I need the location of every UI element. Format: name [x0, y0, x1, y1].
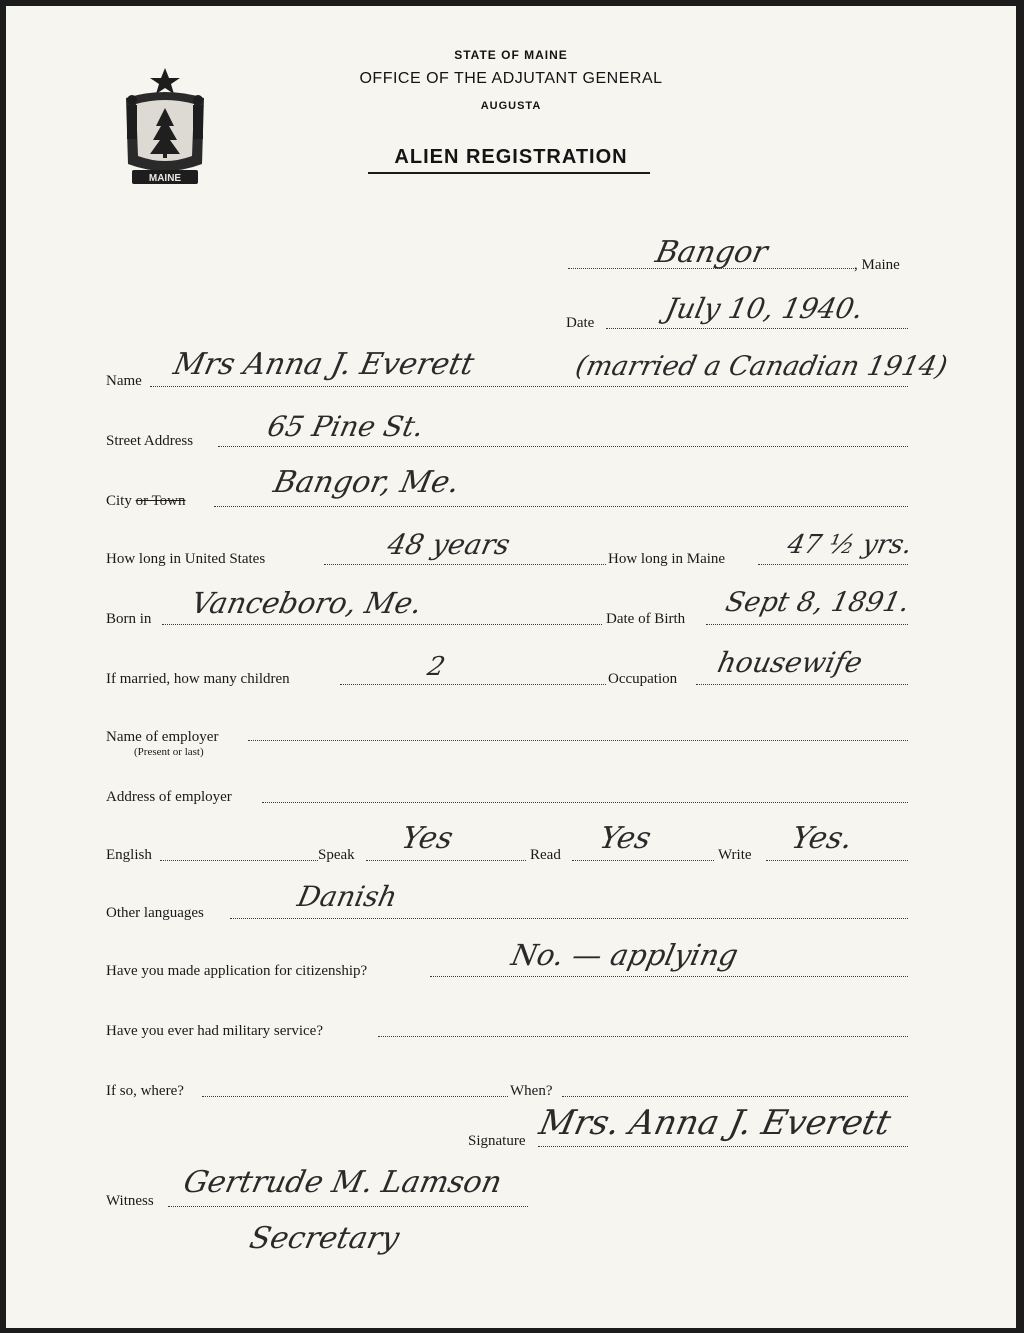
- occupation-label: Occupation: [608, 671, 678, 687]
- date-dotted-line: [606, 328, 908, 329]
- maine-residence-label: How long in Maine: [608, 551, 726, 567]
- write-label: Write: [718, 847, 752, 863]
- military-dotted-line: [378, 1036, 908, 1037]
- citizenship-label: Have you made application for citizenship?: [106, 963, 368, 979]
- read-label: Read: [530, 847, 561, 863]
- write-dotted-line: [766, 860, 908, 861]
- dob-value: Sept 8, 1891.: [722, 587, 913, 618]
- speak-label: Speak: [318, 847, 355, 863]
- city-dotted-line: [214, 506, 908, 507]
- dob-dotted-line: [706, 624, 908, 625]
- maine-state-seal: [112, 64, 218, 190]
- english-label: English: [106, 847, 152, 863]
- where-dotted-line: [202, 1096, 508, 1097]
- citizenship-value: No. — applying: [508, 938, 742, 972]
- employer-name-sublabel: (Present or last): [134, 746, 204, 758]
- citizenship-dotted-line: [430, 976, 908, 977]
- date-value: July 10, 1940.: [662, 292, 867, 325]
- city-value: Bangor, Me.: [270, 465, 463, 500]
- speak-value: Yes: [398, 821, 457, 856]
- signature-value: Mrs. Anna J. Everett: [535, 1103, 895, 1143]
- header-city: AUGUSTA: [480, 100, 542, 112]
- witness-dotted-line: [168, 1206, 528, 1207]
- city-label-struck: or Town: [135, 493, 186, 509]
- employer-name-dotted-line: [248, 740, 908, 741]
- name-value: Mrs Anna J. Everett: [170, 347, 478, 382]
- us-residence-dotted-line: [324, 564, 606, 565]
- registration-form: [6, 6, 1016, 1328]
- employer-address-label: Address of employer: [106, 789, 232, 805]
- date-label: Date: [566, 315, 595, 331]
- header-state: STATE OF MAINE: [454, 48, 568, 62]
- languages-value: Danish: [294, 880, 401, 913]
- children-label: If married, how many children: [106, 671, 290, 687]
- place-value: Bangor: [652, 235, 771, 270]
- born-in-value: Vanceboro, Me.: [188, 586, 426, 620]
- employer-name-label: Name of employer: [106, 729, 219, 745]
- seal-banner-text: MAINE: [148, 173, 182, 184]
- languages-dotted-line: [230, 918, 908, 919]
- street-dotted-line: [218, 446, 908, 447]
- us-residence-label: How long in United States: [106, 551, 266, 567]
- born-in-label: Born in: [106, 611, 152, 627]
- where-label: If so, where?: [106, 1083, 184, 1099]
- name-label: Name: [106, 373, 142, 389]
- place-suffix: , Maine: [854, 257, 900, 273]
- speak-dotted-line: [366, 860, 526, 861]
- form-title: ALIEN REGISTRATION: [394, 146, 628, 168]
- signature-dotted-line: [538, 1146, 908, 1147]
- city-label-text: City: [106, 493, 132, 509]
- witness-value: Gertrude M. Lamson: [180, 1165, 505, 1200]
- military-label: Have you ever had military service?: [106, 1023, 323, 1039]
- born-in-dotted-line: [162, 624, 602, 625]
- employer-address-dotted-line: [262, 802, 908, 803]
- occupation-value: housewife: [714, 646, 866, 679]
- read-value: Yes: [596, 821, 655, 856]
- dob-label: Date of Birth: [606, 611, 686, 627]
- when-label: When?: [510, 1083, 553, 1099]
- street-label: Street Address: [106, 433, 194, 449]
- when-dotted-line: [562, 1096, 908, 1097]
- name-dotted-line: [150, 386, 908, 387]
- maine-residence-value: 47 ½ yrs.: [784, 530, 915, 560]
- witness-title: Secretary: [246, 1221, 403, 1256]
- languages-label: Other languages: [106, 905, 204, 921]
- read-dotted-line: [572, 860, 714, 861]
- city-label: [106, 492, 186, 510]
- name-note: (married a Canadian 1914): [572, 351, 951, 382]
- children-dotted-line: [340, 684, 606, 685]
- header-office: OFFICE OF THE ADJUTANT GENERAL: [359, 70, 663, 87]
- street-value: 65 Pine St.: [264, 410, 427, 443]
- form-title-underline: [368, 172, 650, 174]
- english-dotted-line: [160, 860, 318, 861]
- us-residence-value: 48 years: [384, 528, 513, 561]
- maine-residence-dotted-line: [758, 564, 908, 565]
- write-value: Yes.: [788, 821, 856, 856]
- witness-label: Witness: [106, 1193, 154, 1209]
- occupation-dotted-line: [696, 684, 908, 685]
- children-value: 2: [424, 652, 448, 682]
- signature-label: Signature: [468, 1133, 526, 1149]
